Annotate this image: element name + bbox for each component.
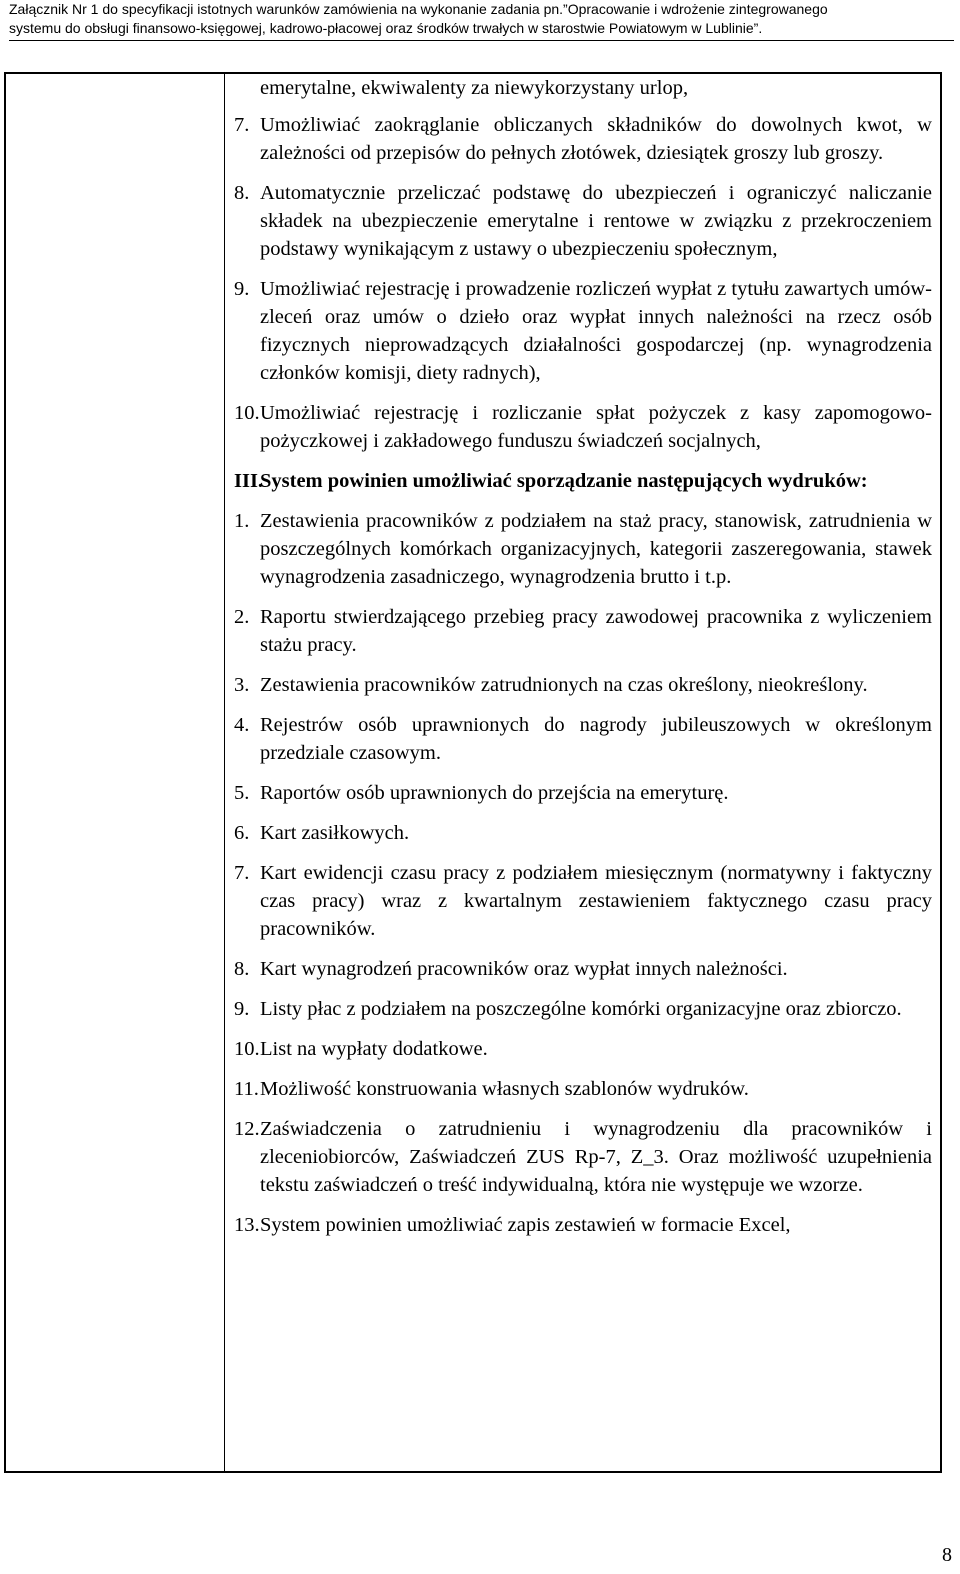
list-item-number: 4.: [234, 714, 250, 736]
page-number: 8: [942, 1544, 952, 1566]
list-item-text: Zestawienia pracowników z podziałem na staż pracy, stanowisk, zatrudnienia w poszczególnych komórkach organizacyjnych, kategorii zaszeregowania, stawek wynagrodzenia zasadniczego, wynagrodzenia brutto i t.p.: [260, 510, 932, 588]
list-item-number: 7.: [234, 862, 250, 884]
list-item: [234, 819, 932, 847]
list-item-text: Umożliwiać zaokrąglanie obliczanych składników do dowolnych kwot, w zależności od przepisów do pełnych złotówek, dziesiątek groszy lub groszy.: [260, 114, 932, 164]
list-item-text: Zestawienia pracowników zatrudnionych na czas określony, nieokreślony.: [260, 674, 868, 696]
list-item-number: 11.: [234, 1078, 259, 1100]
list-item-number: 3.: [234, 674, 250, 696]
list-item: [234, 1075, 932, 1103]
list-item: [234, 955, 932, 983]
list-item: [234, 507, 932, 591]
section3-heading: [234, 467, 932, 495]
list-item: [234, 1115, 932, 1199]
document-header: [9, 0, 954, 41]
continuation-text: emerytalne, ekwiwalenty za niewykorzystany urlop,: [260, 77, 689, 99]
list-item-number: 2.: [234, 606, 250, 628]
list-item-text: Raportu stwierdzającego przebieg pracy zawodowej pracownika z wyliczeniem stażu pracy.: [260, 606, 932, 656]
list-item-text: Listy płac z podziałem na poszczególne komórki organizacyjne oraz zbiorczo.: [260, 998, 902, 1020]
list-item: [234, 275, 932, 387]
list-item-text: Zaświadczenia o zatrudnieniu i wynagrodzeniu dla pracowników i zleceniobiorców, Zaświadczeń ZUS Rp-7, Z_3. Oraz możliwość uzupełnienia tekstu zaświadczeń o treść indywidualną, która nie występuje we wzorze.: [260, 1118, 932, 1196]
list-item-number: 8.: [234, 182, 250, 204]
list-item: [234, 995, 932, 1023]
list-item-number: 5.: [234, 782, 250, 804]
list-item: [234, 779, 932, 807]
column-divider: [224, 74, 225, 1471]
list-item-number: 1.: [234, 510, 250, 532]
list-item-number: 13.: [234, 1214, 260, 1236]
list-item-text: List na wypłaty dodatkowe.: [260, 1038, 488, 1060]
list-item-text: Kart wynagrodzeń pracowników oraz wypłat innych należności.: [260, 958, 788, 980]
list-item: [234, 859, 932, 943]
list-item: [234, 179, 932, 263]
list-item-text: Możliwość konstruowania własnych szablonów wydruków.: [260, 1078, 749, 1100]
header-line-2: systemu do obsługi finansowo-księgowej, kadrowo-płacowej oraz środków trwałych w starostwie Powiatowym w Lublinie”.: [9, 20, 763, 36]
list-item-text: Automatycznie przeliczać podstawę do ubezpieczeń i ograniczyć naliczanie składek na ubezpieczenie emerytalne i rentowe w związku z przekroczeniem podstawy wynikającym z ustawy o ubezpieczeniu społecznym,: [260, 182, 932, 260]
section2-list: [234, 111, 932, 455]
list-item-text: Kart ewidencji czasu pracy z podziałem miesięcznym (normatywny i faktyczny czas pracy) wraz z kwartalnym zestawieniem faktycznego czasu pracy pracowników.: [260, 862, 932, 940]
header-line-1: Załącznik Nr 1 do specyfikacji istotnych warunków zamówienia na wykonanie zadania pn.”Opracowanie i wdrożenie zintegrowanego: [9, 1, 828, 17]
list-item-number: 10.: [234, 1038, 260, 1060]
list-item-number: 9.: [234, 998, 250, 1020]
list-item-text: System powinien umożliwiać zapis zestawień w formacie Excel,: [260, 1214, 791, 1236]
list-item-text: Kart zasiłkowych.: [260, 822, 410, 844]
list-item: [234, 711, 932, 767]
list-item-number: 12.: [234, 1118, 260, 1140]
list-item-text: Rejestrów osób uprawnionych do nagrody jubileuszowych w określonym przedziale czasowym.: [260, 714, 932, 764]
list-item-number: 7.: [234, 114, 250, 136]
list-item: [234, 1035, 932, 1063]
list-item: [234, 399, 932, 455]
section3-list: [234, 507, 932, 1239]
list-item: [234, 671, 932, 699]
section3-title: System powinien umożliwiać sporządzanie następujących wydruków:: [260, 470, 868, 492]
list-item-number: 9.: [234, 278, 250, 300]
requirements-content: [234, 74, 932, 1251]
list-item-number: 6.: [234, 822, 250, 844]
list-item: [234, 603, 932, 659]
list-item-text: Umożliwiać rejestrację i prowadzenie rozliczeń wypłat z tytułu zawartych umów-zleceń oraz umów o dzieło oraz wypłat innych należności na rzecz osób fizycznych nieprowadzących działalności gospodarczej (np. wynagrodzenia członków komisji, diety radnych),: [260, 278, 932, 384]
list-item-number: 8.: [234, 958, 250, 980]
section3-number: III.: [234, 470, 264, 492]
list-item-number: 10.: [234, 402, 260, 424]
list-item-text: Umożliwiać rejestrację i rozliczanie spłat pożyczek z kasy zapomogowo-pożyczkowej i zakładowego funduszu świadczeń socjalnych,: [260, 402, 932, 452]
list-item-text: Raportów osób uprawnionych do przejścia na emeryturę.: [260, 782, 729, 804]
list-item: [234, 1211, 932, 1239]
list-item: [234, 111, 932, 167]
